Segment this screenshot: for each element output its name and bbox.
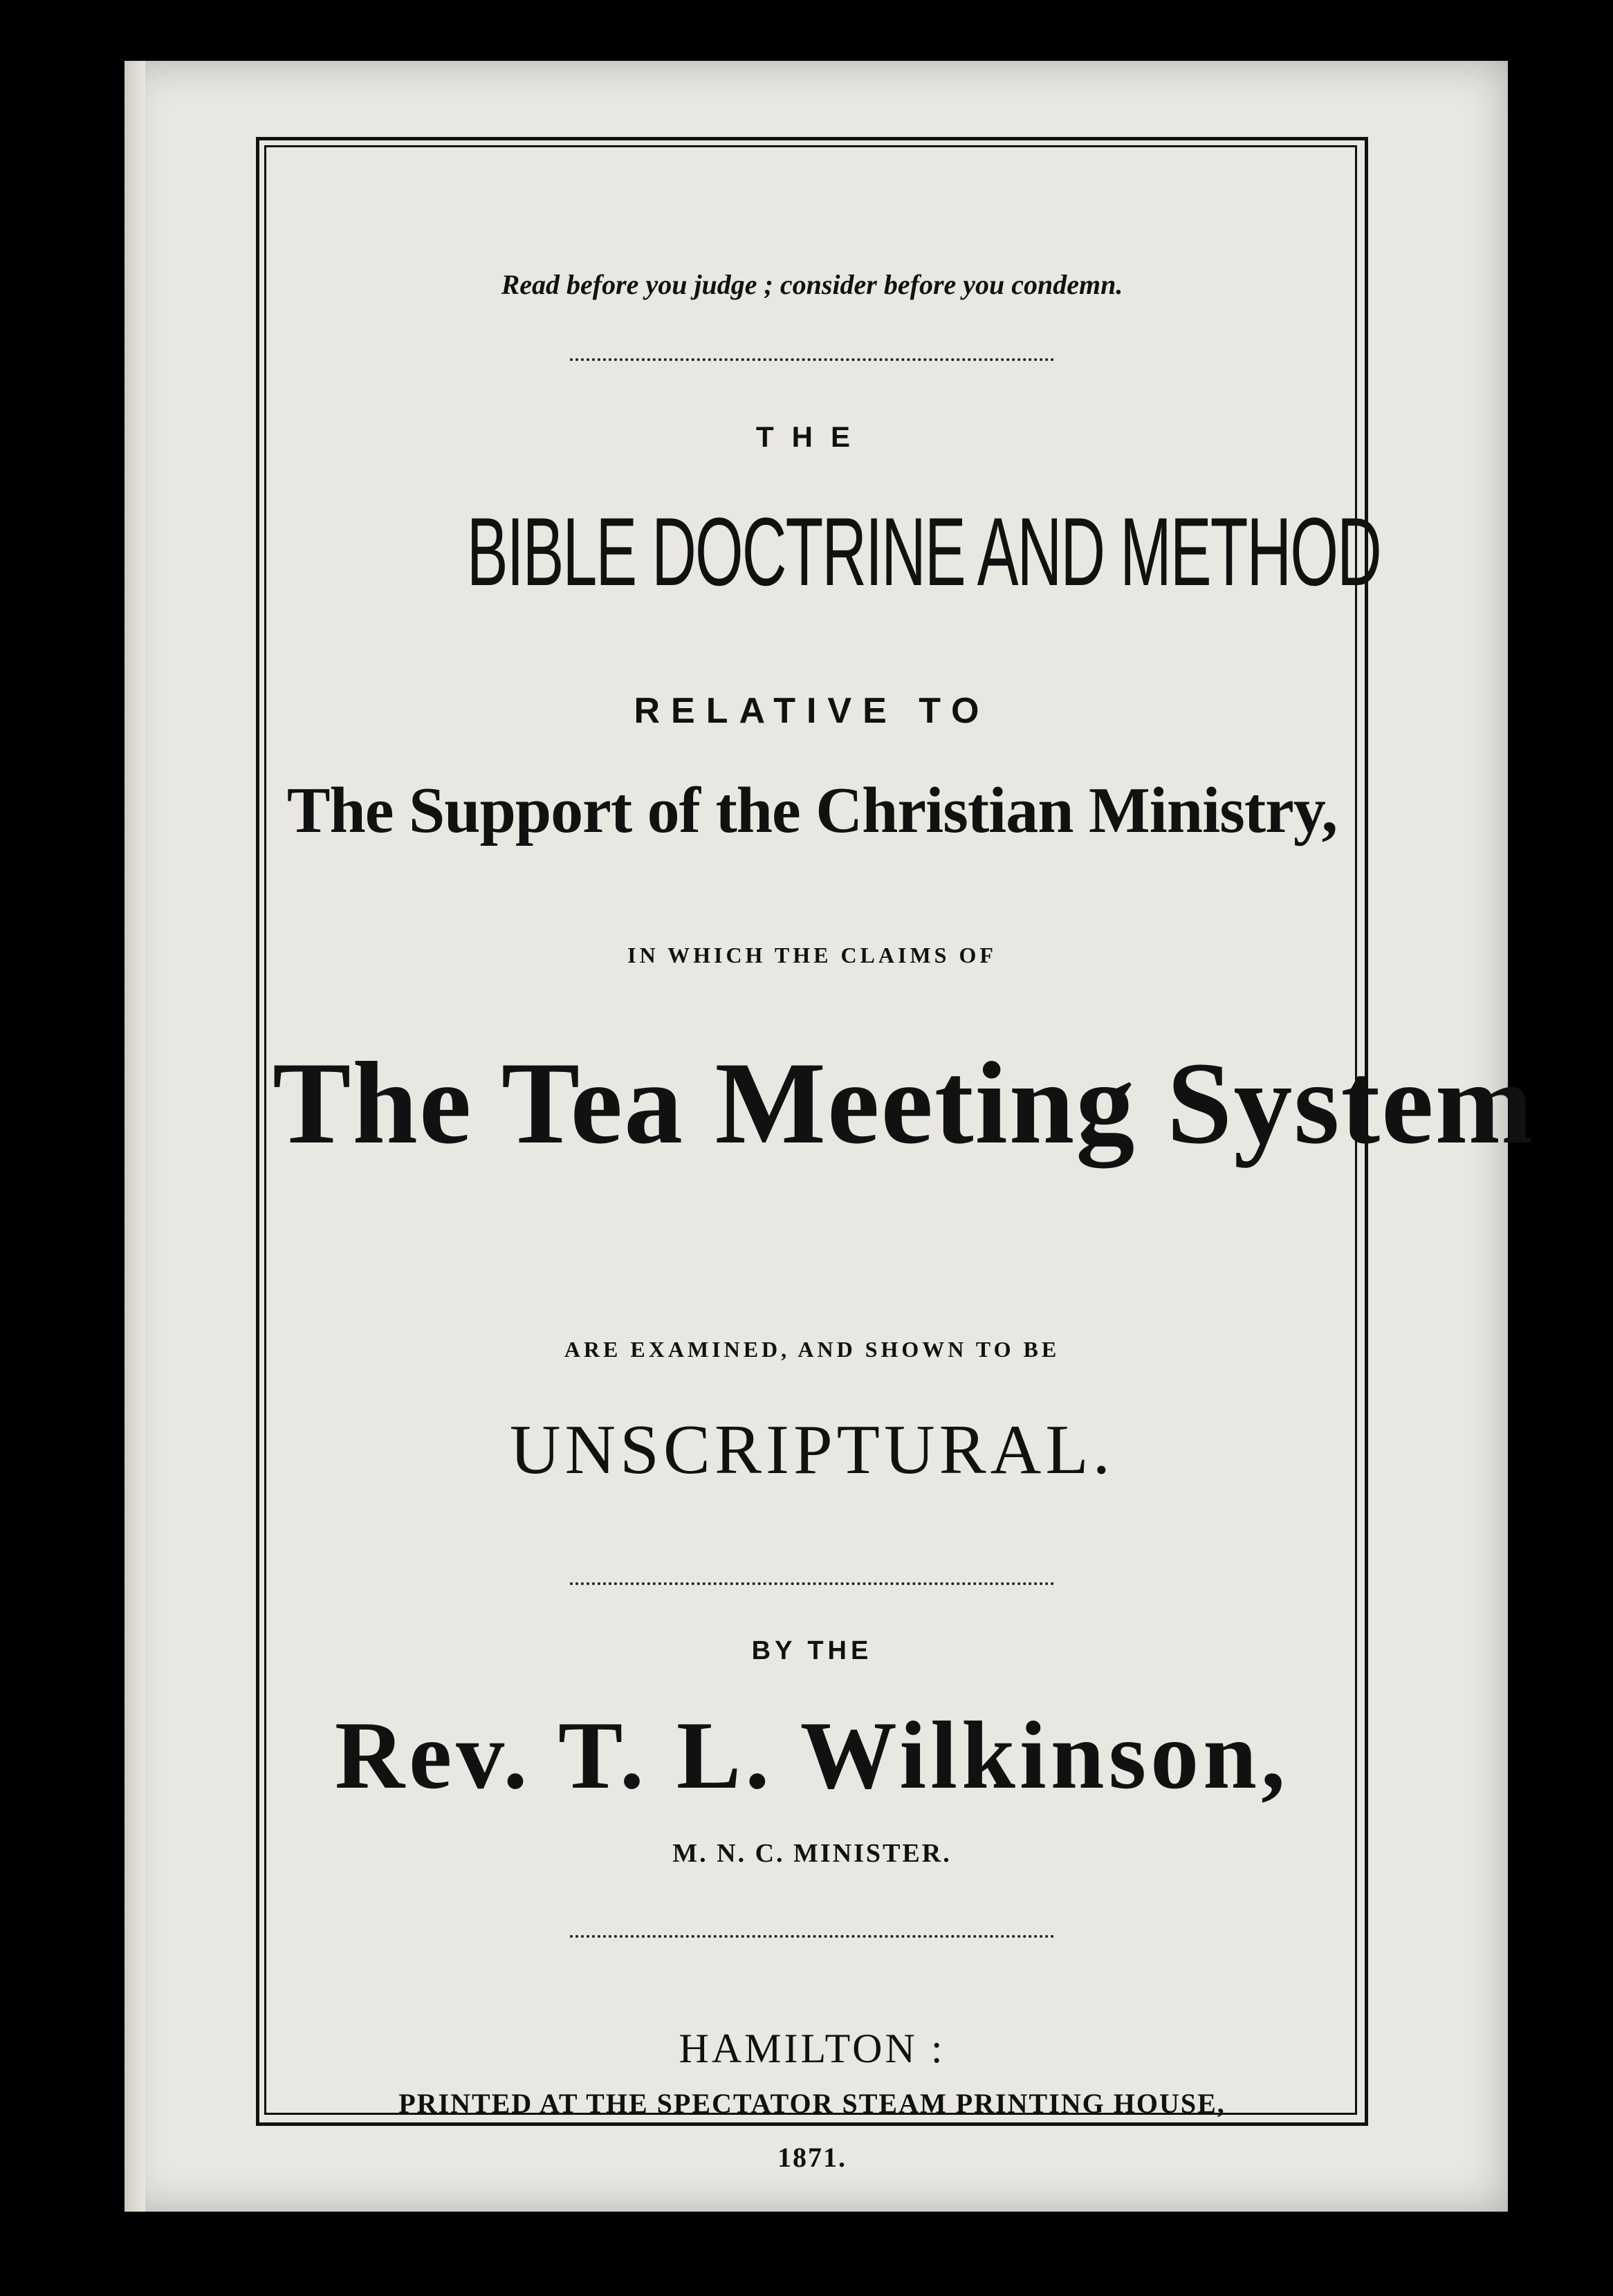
verdict-line: UNSCRIPTURAL. [509,1411,1115,1489]
system-title: The Tea Meeting System [273,1038,1535,1168]
author-name: Rev. T. L. Wilkinson, [334,1702,1290,1809]
dotted-rule [570,1935,1054,1938]
relative-to-line: RELATIVE TO [634,691,990,731]
in-which-line: IN WHICH THE CLAIMS OF [627,943,997,968]
publication-place: HAMILTON : [679,2026,946,2071]
by-the-line: BY THE [751,1636,873,1665]
subject-line: The Support of the Christian Ministry, [286,775,1338,846]
title-page [125,61,1535,2212]
printer-line: PRINTED AT THE SPECTATOR STEAM PRINTING HOUSE, [398,2088,1226,2119]
main-title: BIBLE DOCTRINE AND METHOD [466,497,1381,606]
motto: Read before you judge ; consider before you condemn. [501,269,1123,300]
author-title: M. N. C. MINISTER. [672,1839,952,1868]
examined-line: ARE EXAMINED, AND SHOWN TO BE [564,1337,1060,1362]
dotted-rule [570,358,1054,361]
title-article: THE [756,420,868,453]
publication-year: 1871. [777,2142,847,2173]
page-edge [125,61,145,2212]
dotted-rule [570,1582,1054,1585]
